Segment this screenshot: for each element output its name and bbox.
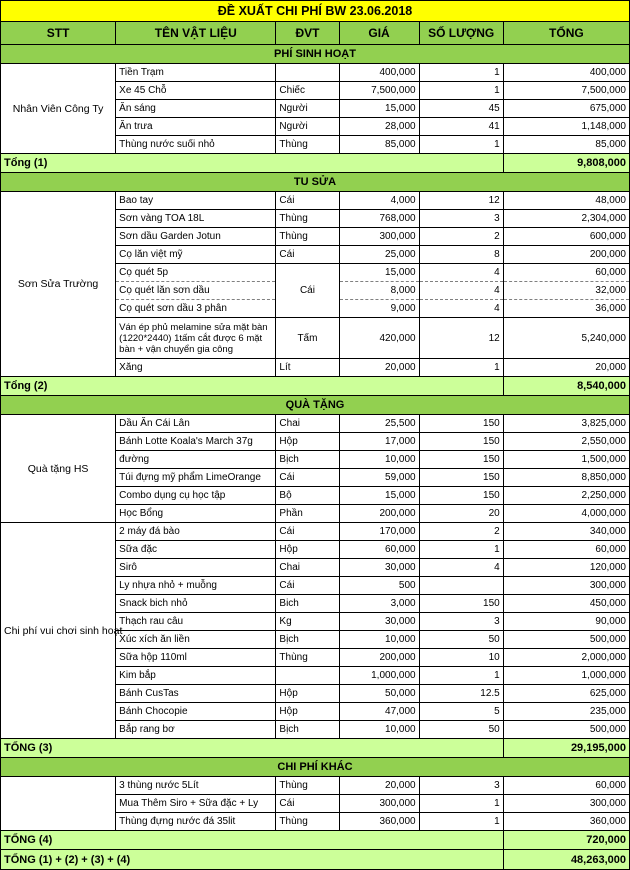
item-qty: 50	[419, 631, 503, 649]
item-total: 20,000	[503, 359, 629, 377]
item-qty: 20	[419, 505, 503, 523]
item-name: Combo dụng cụ học tập	[116, 487, 276, 505]
item-price: 20,000	[339, 359, 419, 377]
item-name: Xe 45 Chỗ	[116, 82, 276, 100]
item-unit: Cái	[276, 469, 339, 487]
item-price: 10,000	[339, 451, 419, 469]
table-row	[1, 192, 630, 210]
item-name: Bánh Lotte Koala's March 37g	[116, 433, 276, 451]
item-name: Xúc xích ăn liền	[116, 631, 276, 649]
item-unit: Thùng	[276, 136, 339, 154]
item-price: 360,000	[339, 813, 419, 831]
item-qty: 150	[419, 469, 503, 487]
header-so-luong: SỐ LƯỢNG	[419, 22, 503, 45]
item-price: 8,000	[339, 282, 419, 300]
table-row	[1, 415, 630, 433]
item-name: đường	[116, 451, 276, 469]
item-qty: 4	[419, 300, 503, 318]
item-price: 10,000	[339, 631, 419, 649]
item-price: 3,000	[339, 595, 419, 613]
item-qty: 1	[419, 667, 503, 685]
item-total: 2,550,000	[503, 433, 629, 451]
total-value: 29,195,000	[503, 739, 629, 758]
item-name: Sơn vàng TOA 18L	[116, 210, 276, 228]
total-value: 720,000	[503, 831, 629, 850]
item-name: Cọ quét sơn dầu 3 phân	[116, 300, 276, 318]
item-total: 5,240,000	[503, 318, 629, 359]
item-total: 200,000	[503, 246, 629, 264]
total-label: TỔNG (3)	[1, 739, 504, 758]
section-total-row	[1, 739, 630, 758]
item-qty: 3	[419, 777, 503, 795]
item-price: 25,500	[339, 415, 419, 433]
item-qty: 1	[419, 82, 503, 100]
section-title-tu-sua: TU SỬA	[1, 173, 630, 192]
item-price: 1,000,000	[339, 667, 419, 685]
item-total: 60,000	[503, 264, 629, 282]
document-title-row	[1, 1, 630, 22]
item-total: 2,000,000	[503, 649, 629, 667]
item-price: 85,000	[339, 136, 419, 154]
item-name: Mua Thêm Siro + Sữa đặc + Ly	[116, 795, 276, 813]
item-price: 30,000	[339, 559, 419, 577]
item-unit: Cái	[276, 523, 339, 541]
item-name: Sữa hộp 110ml	[116, 649, 276, 667]
item-price: 20,000	[339, 777, 419, 795]
item-name: Bánh Chocopie	[116, 703, 276, 721]
item-qty: 4	[419, 282, 503, 300]
item-price: 15,000	[339, 487, 419, 505]
item-qty: 12	[419, 318, 503, 359]
total-value: 8,540,000	[503, 377, 629, 396]
item-unit: Cái	[276, 264, 339, 318]
item-total: 600,000	[503, 228, 629, 246]
header-ten-vat-lieu: TÊN VẬT LIỆU	[116, 22, 276, 45]
total-value: 9,808,000	[503, 154, 629, 173]
section-total-row	[1, 377, 630, 396]
item-total: 500,000	[503, 721, 629, 739]
item-qty: 4	[419, 559, 503, 577]
item-name: Sơn dầu Garden Jotun	[116, 228, 276, 246]
item-unit: Hộp	[276, 433, 339, 451]
item-total: 340,000	[503, 523, 629, 541]
item-total: 625,000	[503, 685, 629, 703]
item-name: Bao tay	[116, 192, 276, 210]
item-qty: 2	[419, 523, 503, 541]
item-name: Sữa đặc	[116, 541, 276, 559]
item-price: 4,000	[339, 192, 419, 210]
item-total: 300,000	[503, 577, 629, 595]
item-unit: Bịch	[276, 721, 339, 739]
item-name: Ăn trưa	[116, 118, 276, 136]
item-total: 3,825,000	[503, 415, 629, 433]
item-qty: 3	[419, 210, 503, 228]
item-price: 500	[339, 577, 419, 595]
item-total: 235,000	[503, 703, 629, 721]
item-total: 500,000	[503, 631, 629, 649]
item-qty: 150	[419, 415, 503, 433]
header-dvt: ĐVT	[276, 22, 339, 45]
item-total: 1,148,000	[503, 118, 629, 136]
item-name: Ly nhựa nhỏ + muỗng	[116, 577, 276, 595]
item-total: 1,500,000	[503, 451, 629, 469]
item-name: Cọ lăn việt mỹ	[116, 246, 276, 264]
item-unit: Bịch	[276, 451, 339, 469]
item-price: 10,000	[339, 721, 419, 739]
item-price: 50,000	[339, 685, 419, 703]
item-qty	[419, 577, 503, 595]
item-total: 360,000	[503, 813, 629, 831]
item-price: 28,000	[339, 118, 419, 136]
item-price: 47,000	[339, 703, 419, 721]
item-qty: 4	[419, 264, 503, 282]
item-total: 7,500,000	[503, 82, 629, 100]
item-qty: 1	[419, 795, 503, 813]
item-total: 450,000	[503, 595, 629, 613]
item-qty: 12.5	[419, 685, 503, 703]
section-title-qua-tang: QUÀ TẶNG	[1, 396, 630, 415]
item-unit: Bich	[276, 595, 339, 613]
item-name: 3 thùng nước 5Lít	[116, 777, 276, 795]
item-qty: 1	[419, 64, 503, 82]
item-total: 60,000	[503, 541, 629, 559]
item-price: 30,000	[339, 613, 419, 631]
item-unit: Chiếc	[276, 82, 339, 100]
item-unit: Cái	[276, 577, 339, 595]
item-name: Thạch rau câu	[116, 613, 276, 631]
item-qty: 1	[419, 813, 503, 831]
item-price: 300,000	[339, 228, 419, 246]
item-unit: Tấm	[276, 318, 339, 359]
item-price: 420,000	[339, 318, 419, 359]
item-total: 300,000	[503, 795, 629, 813]
item-price: 60,000	[339, 541, 419, 559]
item-unit: Hộp	[276, 703, 339, 721]
item-unit: Thùng	[276, 210, 339, 228]
item-unit: Chai	[276, 415, 339, 433]
item-price: 170,000	[339, 523, 419, 541]
item-name: Cọ quét lăn sơn dầu	[116, 282, 276, 300]
item-price: 15,000	[339, 264, 419, 282]
item-name: Sirô	[116, 559, 276, 577]
item-name: Bánh CusTas	[116, 685, 276, 703]
header-gia: GIÁ	[339, 22, 419, 45]
item-name: Tiền Trạm	[116, 64, 276, 82]
item-unit	[276, 667, 339, 685]
item-unit: Hộp	[276, 685, 339, 703]
item-qty: 150	[419, 451, 503, 469]
header-stt: STT	[1, 22, 116, 45]
item-unit: Người	[276, 118, 339, 136]
item-unit: Bộ	[276, 487, 339, 505]
total-label: TỔNG (4)	[1, 831, 504, 850]
item-unit	[276, 64, 339, 82]
item-qty: 2	[419, 228, 503, 246]
item-total: 8,850,000	[503, 469, 629, 487]
item-price: 15,000	[339, 100, 419, 118]
item-price: 9,000	[339, 300, 419, 318]
item-qty: 150	[419, 595, 503, 613]
item-qty: 8	[419, 246, 503, 264]
item-name: Học Bổng	[116, 505, 276, 523]
item-price: 200,000	[339, 649, 419, 667]
item-unit: Thùng	[276, 813, 339, 831]
item-total: 90,000	[503, 613, 629, 631]
section-total-row	[1, 831, 630, 850]
item-qty: 41	[419, 118, 503, 136]
item-unit: Cái	[276, 192, 339, 210]
item-qty: 50	[419, 721, 503, 739]
item-unit: Cái	[276, 795, 339, 813]
item-unit: Thùng	[276, 777, 339, 795]
item-qty: 5	[419, 703, 503, 721]
item-price: 200,000	[339, 505, 419, 523]
group-label-son-sua-truong: Sơn Sửa Trường	[1, 192, 116, 377]
table-header-row	[1, 22, 630, 45]
table-row	[1, 777, 630, 795]
item-qty: 150	[419, 487, 503, 505]
item-unit: Cái	[276, 246, 339, 264]
item-price: 768,000	[339, 210, 419, 228]
section-header-row	[1, 45, 630, 64]
item-qty: 1	[419, 541, 503, 559]
item-total: 1,000,000	[503, 667, 629, 685]
item-total: 48,000	[503, 192, 629, 210]
item-name: Thùng nước suối nhỏ	[116, 136, 276, 154]
total-label: Tổng (2)	[1, 377, 504, 396]
item-name: Bắp rang bơ	[116, 721, 276, 739]
item-total: 120,000	[503, 559, 629, 577]
group-label-qua-tang-hs: Quà tặng HS	[1, 415, 116, 523]
item-unit: Phần	[276, 505, 339, 523]
item-unit: Bịch	[276, 631, 339, 649]
item-total: 32,000	[503, 282, 629, 300]
item-unit: Người	[276, 100, 339, 118]
item-total: 675,000	[503, 100, 629, 118]
section-header-row	[1, 396, 630, 415]
item-unit: Thùng	[276, 649, 339, 667]
item-unit: Thùng	[276, 228, 339, 246]
item-price: 17,000	[339, 433, 419, 451]
item-name: Thùng đựng nước đá 35lit	[116, 813, 276, 831]
grand-total-value: 48,263,000	[503, 850, 629, 870]
item-price: 7,500,000	[339, 82, 419, 100]
header-tong: TỔNG	[503, 22, 629, 45]
item-qty: 1	[419, 359, 503, 377]
item-qty: 45	[419, 100, 503, 118]
item-name: Dầu Ăn Cái Lân	[116, 415, 276, 433]
item-unit: Hộp	[276, 541, 339, 559]
group-label-chi-phi-vui-choi: Chi phí vui chơi sinh hoạt	[1, 523, 116, 739]
section-total-row	[1, 154, 630, 173]
group-label-empty	[1, 777, 116, 831]
item-total: 400,000	[503, 64, 629, 82]
item-name: Xăng	[116, 359, 276, 377]
grand-total-row	[1, 850, 630, 870]
item-total: 2,304,000	[503, 210, 629, 228]
section-title-chi-phi-khac: CHI PHÍ KHÁC	[1, 758, 630, 777]
item-qty: 150	[419, 433, 503, 451]
item-price: 300,000	[339, 795, 419, 813]
grand-total-label: TỔNG (1) + (2) + (3) + (4)	[1, 850, 504, 870]
item-name: Ăn sáng	[116, 100, 276, 118]
item-name: Túi đựng mỹ phẩm LimeOrange	[116, 469, 276, 487]
section-header-row	[1, 758, 630, 777]
section-header-row	[1, 173, 630, 192]
item-name: Ván ép phủ melamine sửa mặt bàn (1220*2440) 1tấm cắt được 6 mặt bàn + vận chuyển gia công	[116, 318, 276, 359]
item-unit: Chai	[276, 559, 339, 577]
item-qty: 1	[419, 136, 503, 154]
item-unit: Kg	[276, 613, 339, 631]
item-total: 2,250,000	[503, 487, 629, 505]
section-title-phi-sinh-hoat: PHÍ SINH HOẠT	[1, 45, 630, 64]
total-label: Tổng (1)	[1, 154, 504, 173]
item-name: Cọ quét 5p	[116, 264, 276, 282]
item-qty: 3	[419, 613, 503, 631]
item-total: 60,000	[503, 777, 629, 795]
item-total: 85,000	[503, 136, 629, 154]
item-price: 25,000	[339, 246, 419, 264]
table-row	[1, 523, 630, 541]
item-unit: Lít	[276, 359, 339, 377]
item-qty: 10	[419, 649, 503, 667]
item-total: 4,000,000	[503, 505, 629, 523]
item-name: Snack bich nhỏ	[116, 595, 276, 613]
item-name: 2 máy đá bào	[116, 523, 276, 541]
document-title: ĐỀ XUẤT CHI PHÍ BW 23.06.2018	[1, 1, 630, 22]
item-price: 400,000	[339, 64, 419, 82]
item-name: Kim bắp	[116, 667, 276, 685]
item-price: 59,000	[339, 469, 419, 487]
group-label-nhan-vien-cong-ty: Nhân Viên Công Ty	[1, 64, 116, 154]
item-qty: 12	[419, 192, 503, 210]
table-row	[1, 64, 630, 82]
item-total: 36,000	[503, 300, 629, 318]
